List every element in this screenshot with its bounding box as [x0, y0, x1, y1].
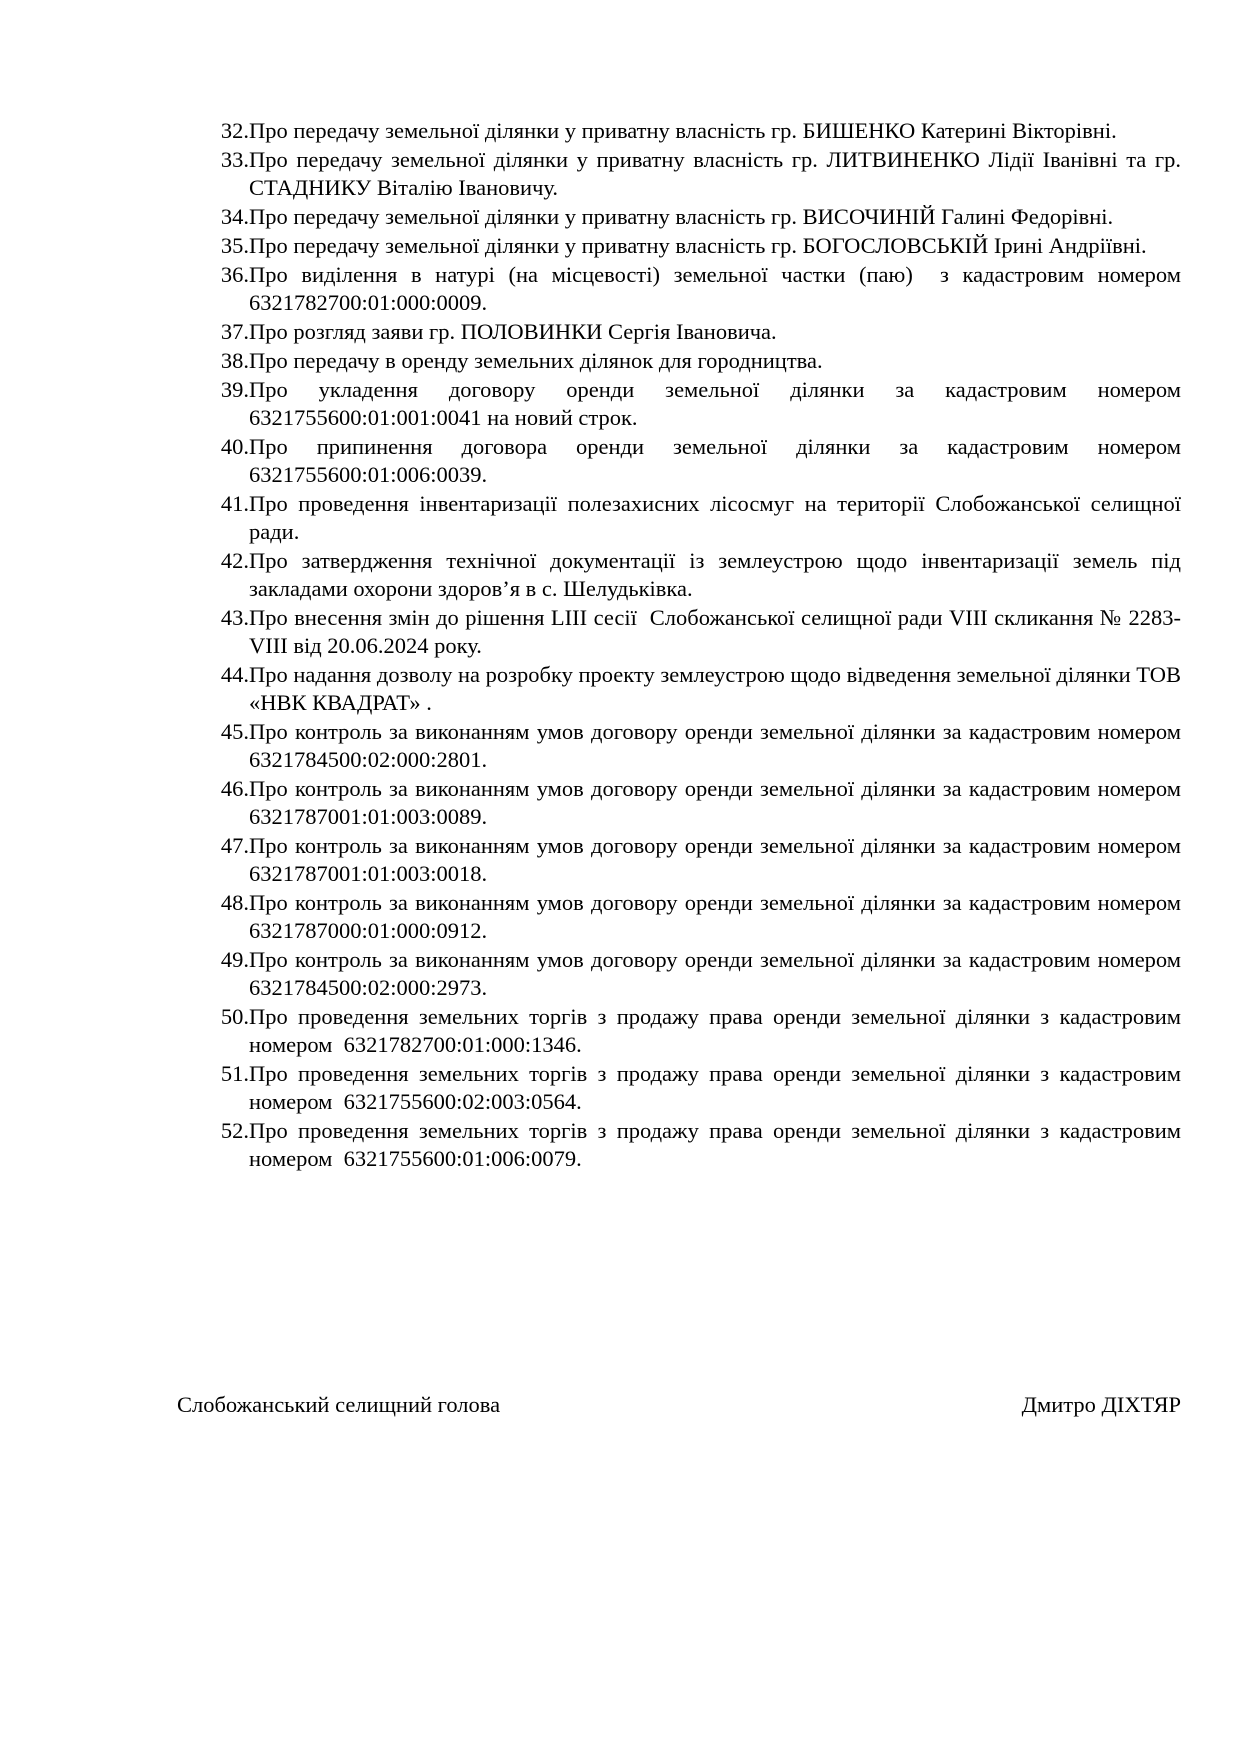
item-text: Про проведення земельних торгів з продажу права оренди земельної ділянки з кадастровим номером 6321782700:01:000:1346. [249, 1004, 1187, 1057]
agenda-item [200, 1003, 1187, 1059]
item-number: 42. [220, 548, 249, 573]
item-text: Про виділення в натурі (на місцевості) земельної частки (паю) з кадастровим номером 6321782700:01:000:0009. [249, 262, 1187, 315]
item-text: Про контроль за виконанням умов договору оренди земельної ділянки за кадастровим номером 6321787001:01:003:0089. [249, 776, 1187, 829]
item-number: 40. [220, 434, 249, 459]
item-text: Про контроль за виконанням умов договору оренди земельної ділянки за кадастровим номером 6321787000:01:000:0912. [249, 890, 1187, 943]
agenda-item [200, 433, 1187, 489]
item-text: Про проведення земельних торгів з продажу права оренди земельної ділянки з кадастровим номером 6321755600:02:003:0564. [249, 1061, 1187, 1114]
agenda-item [200, 946, 1187, 1002]
item-number: 35. [220, 233, 249, 258]
agenda-item [200, 261, 1187, 317]
item-number: 39. [220, 377, 249, 402]
item-text: Про передачу земельної ділянки у приватну власність гр. ВИСОЧИНІЙ Галині Федорівні. [249, 204, 1114, 229]
agenda-item [200, 490, 1187, 546]
item-number: 34. [220, 204, 249, 229]
item-text: Про контроль за виконанням умов договору оренди земельної ділянки за кадастровим номером 6321784500:02:000:2801. [249, 719, 1187, 772]
agenda-item [200, 318, 1181, 346]
item-text: Про передачу в оренду земельних ділянок для городництва. [249, 348, 823, 373]
agenda-item [200, 347, 1181, 375]
item-number: 51. [220, 1061, 249, 1086]
signature-block [177, 1391, 1181, 1419]
agenda-item [200, 661, 1187, 717]
signatory-name: Дмитро ДІХТЯР [1021, 1392, 1181, 1417]
item-number: 46. [220, 776, 249, 801]
item-number: 45. [220, 719, 249, 744]
agenda-list [200, 117, 1187, 1174]
item-text: Про надання дозволу на розробку проекту землеустрою щодо відведення земельної ділянки ТОВ «НВК КВАДРАТ» . [249, 662, 1187, 715]
agenda-item [200, 146, 1187, 202]
agenda-item [200, 547, 1187, 603]
agenda-item [200, 1060, 1187, 1116]
item-text: Про внесення змін до рішення LIII сесії Слобожанської селищної ради VIII скликання № 2283-VIII від 20.06.2024 року. [249, 605, 1181, 658]
item-text: Про припинення договора оренди земельної ділянки за кадастровим номером 6321755600:01:006:0039. [249, 434, 1187, 487]
item-text: Про передачу земельної ділянки у приватну власність гр. ЛИТВИНЕНКО Лідії Іванівні та гр. СТАДНИКУ Віталію Івановичу. [249, 147, 1187, 200]
item-number: 38. [220, 348, 249, 373]
item-number: 49. [220, 947, 249, 972]
item-text: Про передачу земельної ділянки у приватну власність гр. БОГОСЛОВСЬКІЙ Ірині Андріївні. [249, 233, 1147, 258]
item-text: Про передачу земельної ділянки у приватну власність гр. БИШЕНКО Катерині Вікторівні. [249, 118, 1117, 143]
item-text: Про розгляд заяви гр. ПОЛОВИНКИ Сергія Івановича. [249, 319, 777, 344]
item-text: Про проведення земельних торгів з продажу права оренди земельної ділянки з кадастровим номером 6321755600:01:006:0079. [249, 1118, 1187, 1171]
item-number: 50. [220, 1004, 249, 1029]
item-text: Про контроль за виконанням умов договору оренди земельної ділянки за кадастровим номером 6321784500:02:000:2973. [249, 947, 1187, 1000]
item-number: 32. [220, 118, 249, 143]
agenda-item [200, 775, 1187, 831]
agenda-item [200, 1117, 1187, 1173]
item-number: 36. [220, 262, 249, 287]
agenda-item [200, 832, 1187, 888]
item-text: Про затвердження технічної документації із землеустрою щодо інвентаризації земель під закладами охорони здоров’я в с. Шелудьківка. [249, 548, 1187, 601]
signatory-title: Слобожанський селищний голова [177, 1392, 501, 1417]
agenda-item [200, 604, 1181, 660]
item-text: Про проведення інвентаризації полезахисних лісосмуг на території Слобожанської селищної ради. [249, 491, 1187, 544]
agenda-item [200, 889, 1187, 945]
item-number: 52. [220, 1118, 249, 1143]
item-number: 43. [220, 605, 249, 630]
agenda-item [200, 203, 1181, 231]
agenda-item [200, 718, 1187, 774]
item-number: 44. [220, 662, 249, 687]
item-text: Про контроль за виконанням умов договору оренди земельної ділянки за кадастровим номером 6321787001:01:003:0018. [249, 833, 1187, 886]
item-number: 33. [220, 147, 249, 172]
item-number: 41. [220, 491, 249, 516]
agenda-item [200, 232, 1181, 260]
agenda-item [200, 117, 1181, 145]
agenda-item [200, 376, 1187, 432]
item-number: 48. [220, 890, 249, 915]
item-number: 37. [220, 319, 249, 344]
item-text: Про укладення договору оренди земельної ділянки за кадастровим номером 6321755600:01:001:0041 на новий строк. [249, 377, 1187, 430]
item-number: 47. [220, 833, 249, 858]
